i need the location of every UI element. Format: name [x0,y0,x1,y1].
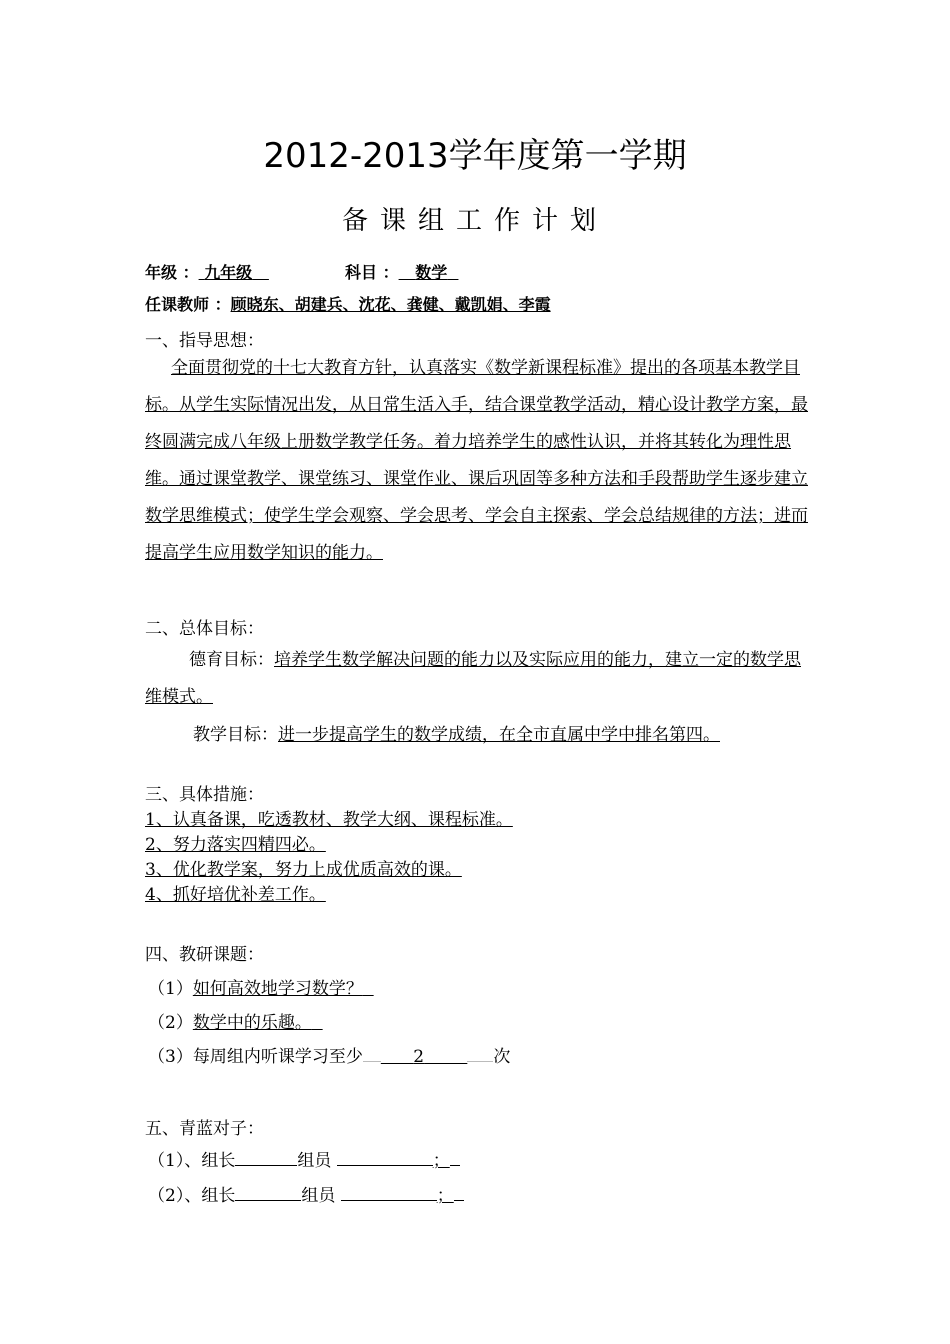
teachers-line [145,292,551,315]
measure-item: 2、努力落实四精四必。 [145,835,326,855]
measure-item: 1、认真备课，吃透教材、教学大纲、课程标准。 [145,810,513,830]
grade-line [145,260,269,283]
section1-heading: 一、指导思想： [145,331,264,351]
section1-paragraph [145,350,810,572]
section2-heading: 二、总体目标： [145,619,264,639]
teaching-goal-label: 教学目标： [193,725,278,745]
section3-heading: 三、具体措施： [145,785,264,805]
topic-item: （2）数学中的乐趣。 [148,1013,312,1033]
teaching-goal-text: 进一步提高学生的数学成绩，在全市直属中学中排名第四。 [278,725,720,745]
listen-count: 2 [413,1047,425,1067]
pair-item: （1）、组长 组员 ； [148,1146,460,1171]
topic-item: （3）每周组内听课学习至少 2 次 [148,1042,510,1067]
teachers-value: 顾晓东、胡建兵、沈花、龚健、戴凯娟、李霞 [230,295,551,314]
measure-item: 3、优化教学案，努力上成优质高效的课。 [145,860,462,880]
moral-goal-text: 培养学生数学解决问题的能力以及实际应用的能力，建立一定的数学思维模式。 [145,650,801,707]
grade-label: 年级 ： [145,263,199,282]
subject-value: 数学 [415,263,448,282]
subject-line [345,260,458,283]
document-subtitle: 备课组工作计划 [341,206,608,236]
section5-heading: 五、青蓝对子： [145,1119,264,1139]
pair-item: （2）、组长 组员 ； [148,1181,464,1206]
section4-heading: 四、教研课题： [145,945,264,965]
grade-value: 九年级 [204,263,253,282]
section1-text: 全面贯彻党的十七大教育方针，认真落实《数学新课程标准》提出的各项基本教学目标。从学生实际情况出发，从日常生活入手，结合课堂教学活动，精心设计教学方案，最终圆满完成八年级上册数学教学任务。着力培养学生的感性认识，并将其转化为理性思维。通过课堂教学、课堂练习、课堂作业、课后巩固等多种方法和手段帮助学生逐步建立数学思维模式；使学生学会观察、学会思考、学会自主探索、学会总结规律的方法；进而提高学生应用数学知识的能力。 [145,358,808,563]
teachers-label: 任课教师 ： [145,295,231,314]
teaching-goal [193,720,720,745]
measure-item: 4、抓好培优补差工作。 [145,885,326,905]
moral-goal-label: 德育目标： [189,650,274,670]
moral-goal [145,642,810,716]
subject-label: 科目 ： [345,263,399,282]
document-title: 2012-2013学年度第一学期 [263,136,687,176]
topic-item: （1）如何高效地学习数学？ [148,979,363,999]
